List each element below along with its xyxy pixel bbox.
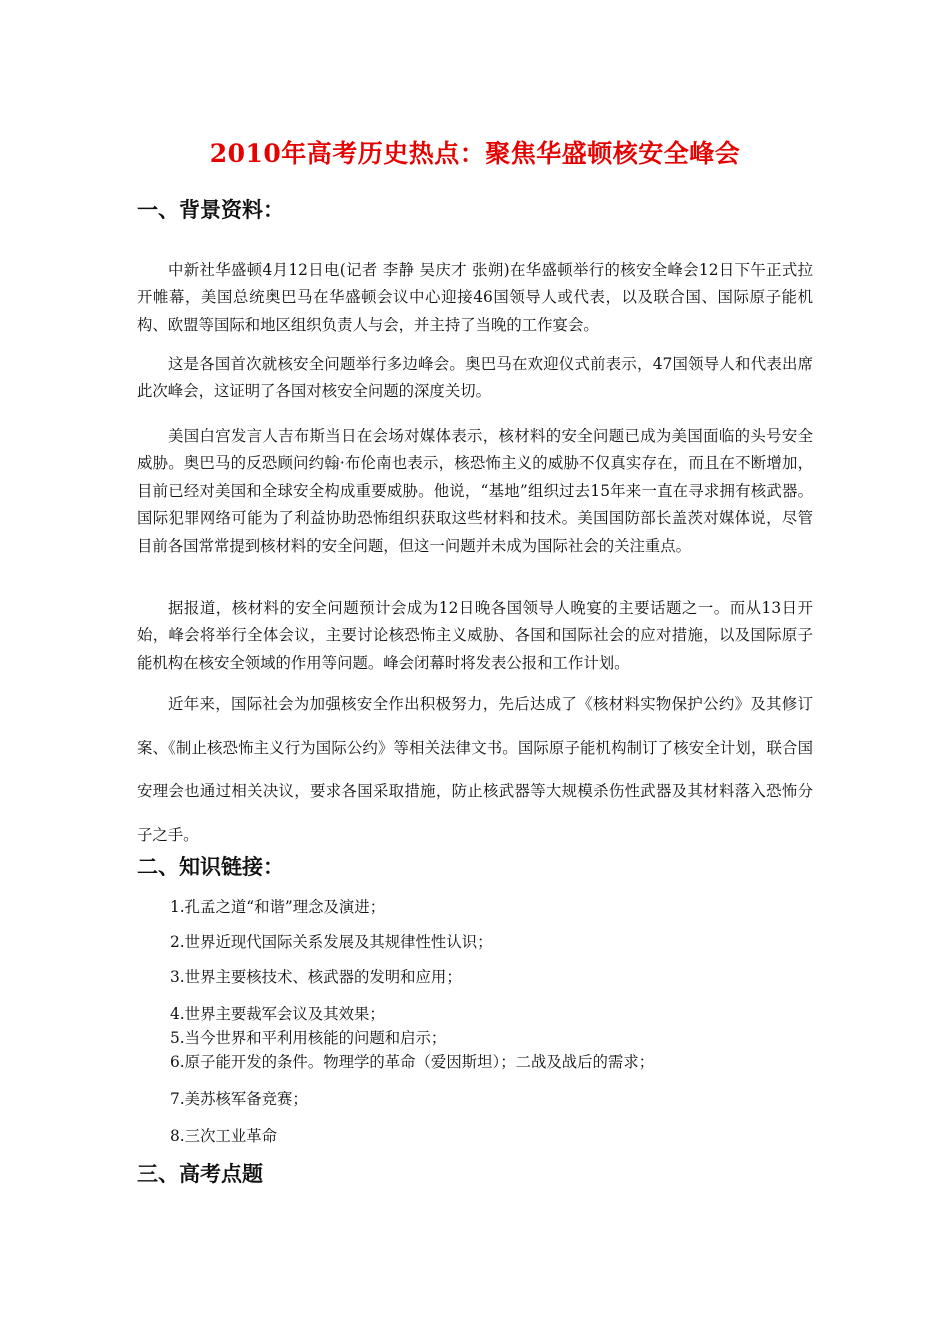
- list-item: 3.世界主要核技术、核武器的发明和应用；: [170, 968, 462, 986]
- paragraph-1: 中新社华盛顿4月12日电(记者 李静 吴庆才 张朔)在华盛顿举行的核安全峰会12日下午正式拉开帷幕，美国总统奥巴马在华盛顿会议中心迎接46国领导人或代表，以及联合国、国际原子能机构、欧盟等国际和地区组织负责人与会，并主持了当晚的工作宴会。: [137, 261, 813, 334]
- list-item: 4.世界主要裁军会议及其效果；: [170, 1005, 385, 1023]
- list-item: 5.当今世界和平利用核能的问题和启示；: [170, 1029, 447, 1047]
- list-item: 2.世界近现代国际关系发展及其规律性性认识；: [170, 933, 493, 951]
- section-heading-background: 一、背景资料：: [137, 197, 284, 222]
- list-item: 6.原子能开发的条件。物理学的革命（爱因斯坦）；二战及战后的需求；: [170, 1053, 655, 1071]
- section-heading-exam: 三、高考点题: [137, 1161, 263, 1186]
- paragraph-4: 据报道，核材料的安全问题预计会成为12日晚各国领导人晚宴的主要话题之一。而从13日开始，峰会将举行全体会议，主要讨论核恐怖主义威胁、各国和国际社会的应对措施，以及国际原子能机构在核安全领域的作用等问题。峰会闭幕时将发表公报和工作计划。: [137, 599, 813, 672]
- list-item: 7.美苏核军备竞赛；: [170, 1090, 308, 1108]
- section-heading-knowledge: 二、知识链接：: [137, 854, 284, 879]
- paragraph-3: 美国白宫发言人吉布斯当日在会场对媒体表示，核材料的安全问题已成为美国面临的头号安全威胁。奥巴马的反恐顾问约翰·布伦南也表示，核恐怖主义的威胁不仅真实存在，而且在不断增加，目前已经对美国和全球安全构成重要威胁。他说，“基地”组织过去15年来一直在寻求拥有核武器。国际犯罪网络可能为了利益协助恐怖组织获取这些材料和技术。美国国防部长盖茨对媒体说，尽管目前各国常常提到核材料的安全问题，但这一问题并未成为国际社会的关注重点。: [137, 427, 813, 555]
- list-item: 1.孔孟之道“和谐”理念及演进；: [170, 898, 386, 916]
- list-item: 8.三次工业革命: [170, 1127, 278, 1145]
- paragraph-5: 近年来，国际社会为加强核安全作出积极努力，先后达成了《核材料实物保护公约》及其修订案、《制止核恐怖主义行为国际公约》等相关法律文书。国际原子能机构制订了核安全计划，联合国安理会也通过相关决议，要求各国采取措施，防止核武器等大规模杀伤性武器及其材料落入恐怖分子之手。: [137, 695, 813, 844]
- document-title: 2010年高考历史热点：聚焦华盛顿核安全峰会: [209, 139, 741, 168]
- paragraph-2: 这是各国首次就核安全问题举行多边峰会。奥巴马在欢迎仪式前表示，47国领导人和代表出席此次峰会，这证明了各国对核安全问题的深度关切。: [137, 355, 813, 401]
